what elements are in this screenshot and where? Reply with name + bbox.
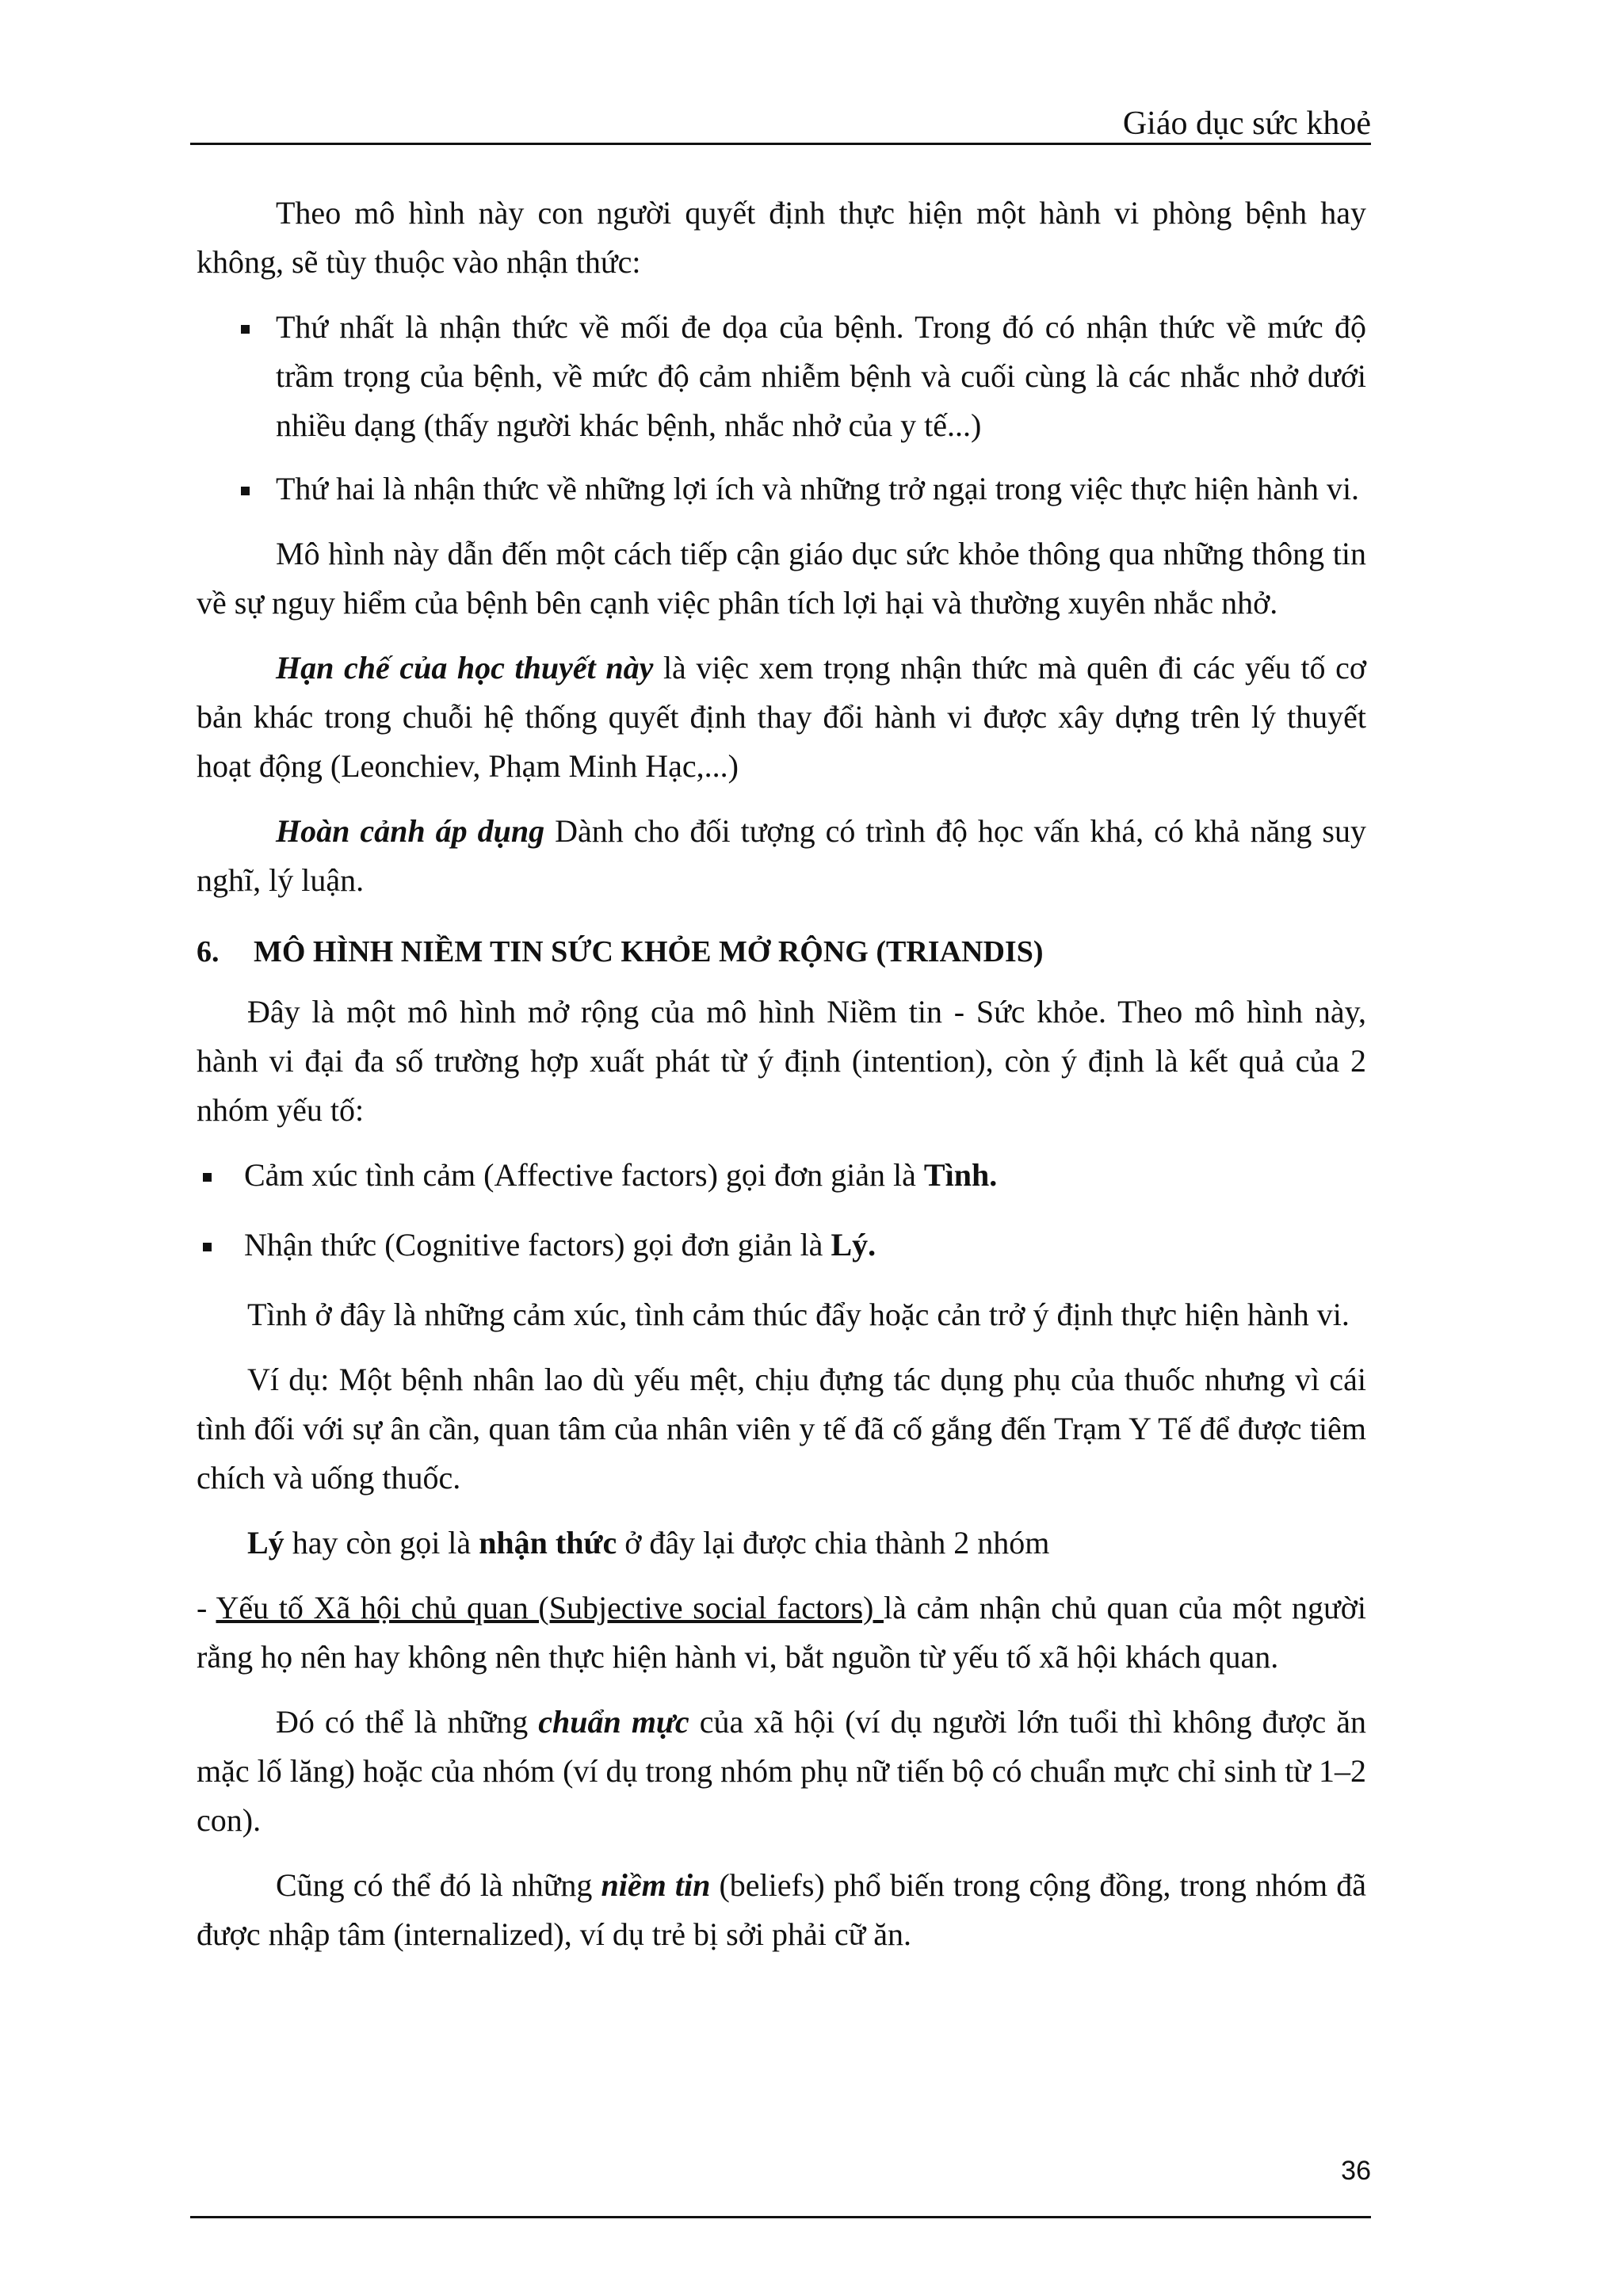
paragraph-example: Ví dụ: Một bệnh nhân lao dù yếu mệt, chịu đựng tác dụng phụ của thuốc nhưng vì cái tình đối với sự ân cần, quan tâm của nhân viên y tế đã cố gắng đến Trạm Y Tế để được tiêm chích và uống thuốc. xyxy=(197,1362,1366,1496)
list-item-text: Thứ hai là nhận thức về những lợi ích và những trở ngại trong việc thực hiện hành vi. xyxy=(276,471,1360,506)
application-label: Hoàn cảnh áp dụng xyxy=(276,813,545,849)
paragraph-cognition xyxy=(197,1519,1366,1568)
page-number: 36 xyxy=(1341,2156,1371,2186)
square-bullet-icon xyxy=(203,1243,212,1251)
paragraph-intro: Theo mô hình này con người quyết định thực hiện một hành vi phòng bệnh hay không, sẽ tùy thuộc vào nhận thức: xyxy=(197,195,1366,280)
text-run: Đó có thể là những xyxy=(276,1704,539,1740)
underlined-term: Yếu tố Xã hội chủ quan (Subjective social factors) xyxy=(216,1590,884,1626)
list-item-bold: Lý. xyxy=(831,1227,876,1263)
square-bullet-icon xyxy=(241,487,250,495)
square-bullet-icon xyxy=(203,1173,212,1182)
paragraph-limitation xyxy=(197,644,1366,791)
dash-marker: - xyxy=(197,1590,216,1626)
list-item-text: Cảm xúc tình cảm (Affective factors) gọi đơn giản là xyxy=(244,1157,924,1193)
bold-term: Lý xyxy=(247,1525,285,1561)
section-title-text: MÔ HÌNH NIỀM TIN SỨC KHỎE MỞ RỘNG (TRIANDIS) xyxy=(254,935,1044,968)
section-number: 6. xyxy=(197,935,220,968)
list-item-text: Nhận thức (Cognitive factors) gọi đơn giản là xyxy=(244,1227,831,1263)
paragraph-application xyxy=(197,807,1366,905)
list-item xyxy=(197,464,1366,514)
bullet-list-factors xyxy=(197,1151,1366,1270)
bold-italic-term: niềm tin xyxy=(601,1867,711,1903)
paragraph-approach: Mô hình này dẫn đến một cách tiếp cận giáo dục sức khỏe thông qua những thông tin về sự nguy hiểm của bệnh bên cạnh việc phân tích lợi hại và thường xuyên nhắc nhở. xyxy=(197,536,1366,621)
running-header: Giáo dục sức khoẻ xyxy=(1122,105,1371,142)
paragraph-emotion: Tình ở đây là những cảm xúc, tình cảm thúc đẩy hoặc cản trở ý định thực hiện hành vi. xyxy=(247,1297,1350,1332)
footer-rule xyxy=(190,2216,1371,2218)
list-item-text: Thứ nhất là nhận thức về mối đe dọa của bệnh. Trong đó có nhận thức về mức độ trầm trọng của bệnh, về mức độ cảm nhiễm bệnh và cuối cùng là các nhắc nhở dưới nhiều dạng (thấy người khác bệnh, nhắc nhở của y tế...) xyxy=(276,309,1366,443)
text-run: của xã hội (ví dụ người lớn tuổi thì không được ăn mặc lố lăng) hoặc của nhóm (ví dụ trong nhóm phụ nữ tiến bộ có chuẩn mực chỉ sinh từ 1–2 con). xyxy=(197,1704,1366,1838)
paragraph-extended-model: Đây là một mô hình mở rộng của mô hình Niềm tin - Sức khỏe. Theo mô hình này, hành vi đại đa số trường hợp xuất phát từ ý định (intention), còn ý định là kết quả của 2 nhóm yếu tố: xyxy=(197,994,1366,1128)
list-item xyxy=(197,1221,1366,1270)
application-text: Dành cho đối tượng có trình độ học vấn khá, có khả năng suy nghĩ, lý luận. xyxy=(197,813,1366,898)
header-rule xyxy=(190,143,1371,145)
text-run: Cũng có thể đó là những xyxy=(276,1867,601,1903)
list-item xyxy=(197,303,1366,450)
bullet-list-perception xyxy=(197,303,1366,514)
page-content xyxy=(197,189,1366,1975)
limitation-text: là việc xem trọng nhận thức mà quên đi các yếu tố cơ bản khác trong chuỗi hệ thống quyết định thay đổi hành vi được xây dựng trên lý thuyết hoạt động (Leonchiev, Phạm Minh Hạc,...) xyxy=(197,650,1367,784)
list-item-bold: Tình. xyxy=(923,1157,998,1193)
text-run: (beliefs) phổ biến trong cộng đồng, trong nhóm đã được nhập tâm (internalized), ví dụ trẻ bị sởi phải cữ ăn. xyxy=(197,1867,1366,1952)
text-run: hay còn gọi là xyxy=(284,1525,479,1561)
text-run: là cảm nhận chủ quan của một người rằng họ nên hay không nên thực hiện hành vi, bắt nguồn từ yếu tố xã hội khách quan. xyxy=(197,1590,1366,1675)
paragraph-beliefs xyxy=(197,1861,1366,1959)
bold-term: nhận thức xyxy=(479,1525,617,1561)
limitation-label: Hạn chế của học thuyết này xyxy=(276,650,654,686)
square-bullet-icon xyxy=(241,325,250,334)
paragraph-norms xyxy=(197,1698,1366,1845)
list-item xyxy=(197,1151,1366,1200)
bold-italic-term: chuẩn mực xyxy=(538,1704,689,1740)
section-heading xyxy=(197,927,1366,976)
text-run: ở đây lại được chia thành 2 nhóm xyxy=(617,1525,1050,1561)
paragraph-subjective-factors xyxy=(197,1584,1366,1682)
